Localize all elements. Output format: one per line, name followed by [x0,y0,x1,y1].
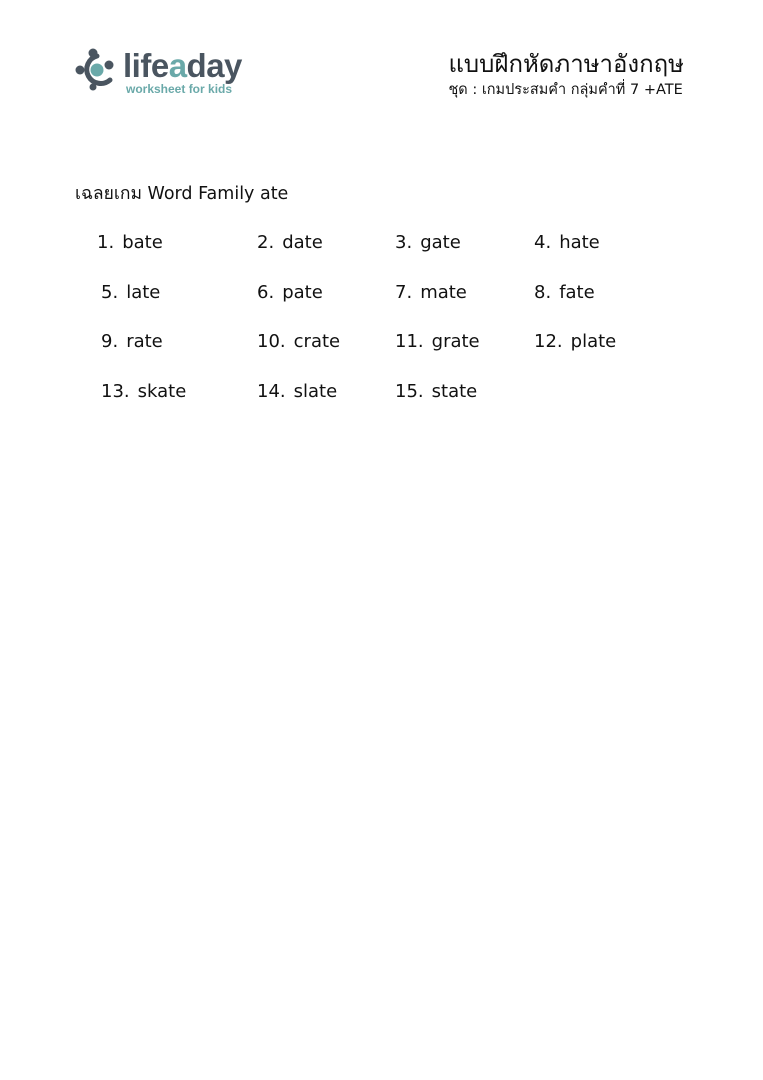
answer-item [395,231,461,255]
answer-word: bate [122,232,163,253]
answer-item [101,281,160,305]
answer-word: state [431,381,478,402]
answer-word: grate [431,331,480,352]
answer-number: 10. [257,331,286,352]
answer-item [101,330,163,354]
answer-grid [0,0,763,420]
answer-word: hate [559,232,600,253]
answer-item [395,281,467,305]
answer-item [101,380,186,404]
brand-name-part2: day [186,47,242,84]
answer-item [257,231,323,255]
answer-number: 13. [101,381,130,402]
answer-word: crate [293,331,341,352]
answer-number: 14. [257,381,286,402]
answer-item [257,281,323,305]
answer-number: 11. [395,331,424,352]
answer-word: skate [137,381,187,402]
answer-number: 1. [97,232,115,253]
page-title: แบบฝึกหัดภาษาอังกฤษ [448,50,684,78]
answer-word: date [282,232,323,253]
answer-word: rate [126,331,163,352]
brand-name-accent: a [168,47,187,84]
answer-key-heading: เฉลยเกม Word Family ate [75,184,289,204]
answer-item [534,330,616,354]
answer-number: 4. [534,232,552,253]
brand-tagline: worksheet for kids [126,82,233,96]
answer-number: 2. [257,232,275,253]
brand-name-part1: life [123,47,169,84]
answer-word: gate [420,232,461,253]
answer-word: plate [570,331,617,352]
answer-item [395,380,477,404]
answer-item [257,380,337,404]
answer-number: 15. [395,381,424,402]
answer-item [395,330,480,354]
answer-number: 8. [534,282,552,303]
answer-word: fate [559,282,595,303]
answer-number: 9. [101,331,119,352]
answer-number: 7. [395,282,413,303]
answer-item [257,330,340,354]
answer-word: pate [282,282,323,303]
answer-word: mate [420,282,467,303]
answer-item [97,231,163,255]
answer-number: 12. [534,331,563,352]
page-subtitle: ชุด : เกมประสมคำ กลุ่มคำที่ 7 +ATE [448,82,683,98]
answer-number: 6. [257,282,275,303]
answer-item [534,231,600,255]
answer-item [534,281,595,305]
answer-word: slate [293,381,338,402]
answer-number: 5. [101,282,119,303]
answer-word: late [126,282,161,303]
answer-number: 3. [395,232,413,253]
